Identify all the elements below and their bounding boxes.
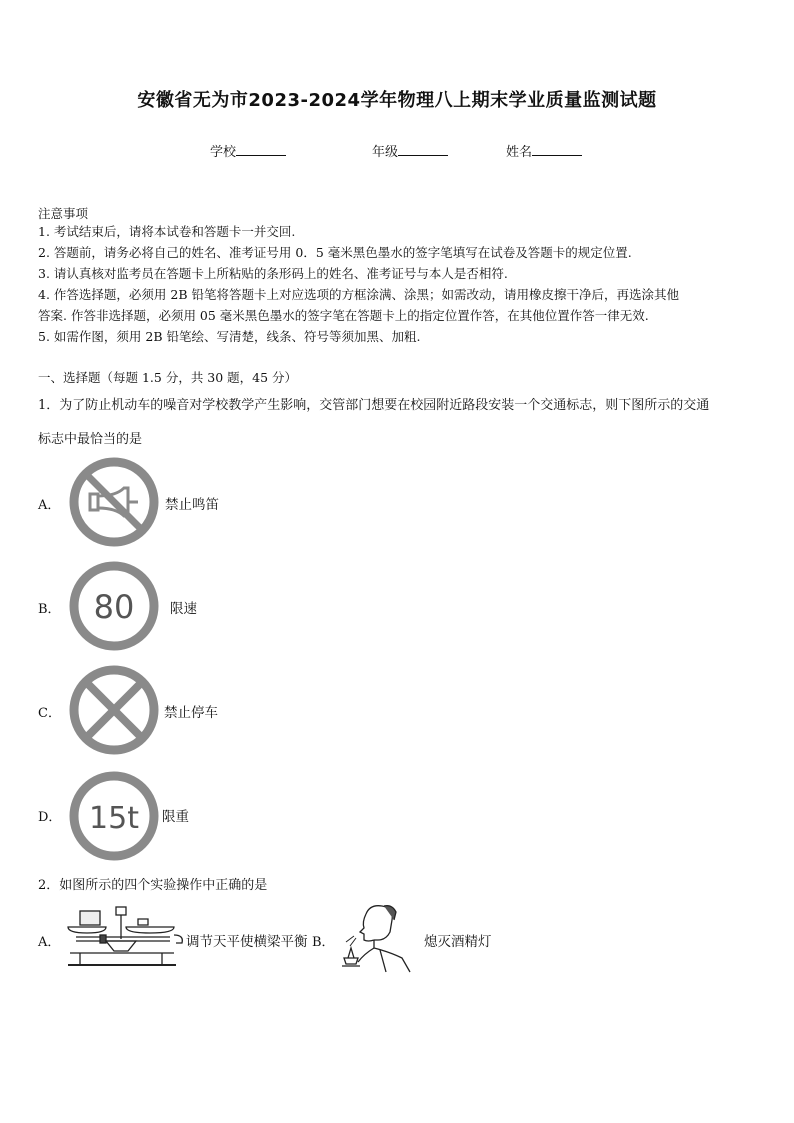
page-title: 安徽省无为市2023-2024学年物理八上期末学业质量监测试题 <box>137 90 657 111</box>
q1-option-d-letter: D． <box>38 810 62 825</box>
q1-stem-line2: 标志中最恰当的是 <box>38 432 143 447</box>
q2-option-b-label: 熄灭酒精灯 <box>424 934 492 950</box>
no-horn-sign-icon <box>68 456 160 548</box>
q1-option-a-label: 禁止鸣笛 <box>165 497 219 513</box>
name-label: 姓名 <box>506 145 533 160</box>
q1-option-a-letter: A． <box>38 498 61 513</box>
q1-option-c-label: 禁止停车 <box>164 705 218 721</box>
notice-item: 4. 作答选择题，必须用 2B 铅笔将答题卡上对应选项的方框涂满、涂黑；如需改动，请用橡皮擦干净后，再选涂其他 <box>38 287 679 302</box>
notice-item: 2. 答题前，请务必将自己的姓名、准考证号用 0．5 毫米黑色墨水的签字笔填写在试卷及答题卡的规定位置. <box>38 245 632 260</box>
q2-option-a-label: 调节天平使横梁平衡 <box>186 934 308 950</box>
q1-stem-line1: 1．为了防止机动车的噪音对学校教学产生影响，交管部门想要在校园附近路段安装一个交通标志，则下图所示的交通 <box>38 398 710 413</box>
name-field <box>506 141 582 160</box>
grade-blank <box>398 143 448 156</box>
school-field <box>210 141 286 160</box>
balance-scale-icon <box>66 905 186 973</box>
grade-field <box>372 141 448 160</box>
q1-option-d-label: 限重 <box>162 809 189 825</box>
q1-option-b-label: 限速 <box>170 601 197 617</box>
notice-item: 1. 考试结束后，请将本试卷和答题卡一并交回. <box>38 224 296 239</box>
blowing-lamp-icon <box>340 902 422 974</box>
name-blank <box>532 143 582 156</box>
section-heading: 一、选择题（每题 1.5 分，共 30 题，45 分） <box>38 370 298 385</box>
q1-option-c-letter: C． <box>38 706 61 721</box>
q2-option-a-letter: A． <box>38 935 61 950</box>
school-label: 学校 <box>210 145 237 160</box>
school-blank <box>236 143 286 156</box>
notice-item: 答案. 作答非选择题，必须用 05 毫米黑色墨水的签字笔在答题卡上的指定位置作答，在其他位置作答一律无效. <box>38 308 649 323</box>
q2-option-b-letter: B． <box>312 935 335 950</box>
no-parking-sign-icon <box>68 664 160 756</box>
grade-label: 年级 <box>372 145 399 160</box>
q2-stem: 2．如图所示的四个实验操作中正确的是 <box>38 878 268 893</box>
notice-heading: 注意事项 <box>38 206 89 221</box>
notice-item: 5. 如需作图，须用 2B 铅笔绘、写清楚，线条、符号等须加黑、加粗. <box>38 329 421 344</box>
notice-item: 3. 请认真核对监考员在答题卡上所粘贴的条形码上的姓名、准考证号与本人是否相符. <box>38 266 508 281</box>
weight-limit-value: 15t <box>89 801 139 836</box>
notice-list <box>38 221 758 347</box>
weight-limit-sign-icon <box>68 770 160 862</box>
speed-limit-value: 80 <box>93 588 135 626</box>
q1-option-b-letter: B． <box>38 602 61 617</box>
speed-limit-sign-icon <box>68 560 160 652</box>
